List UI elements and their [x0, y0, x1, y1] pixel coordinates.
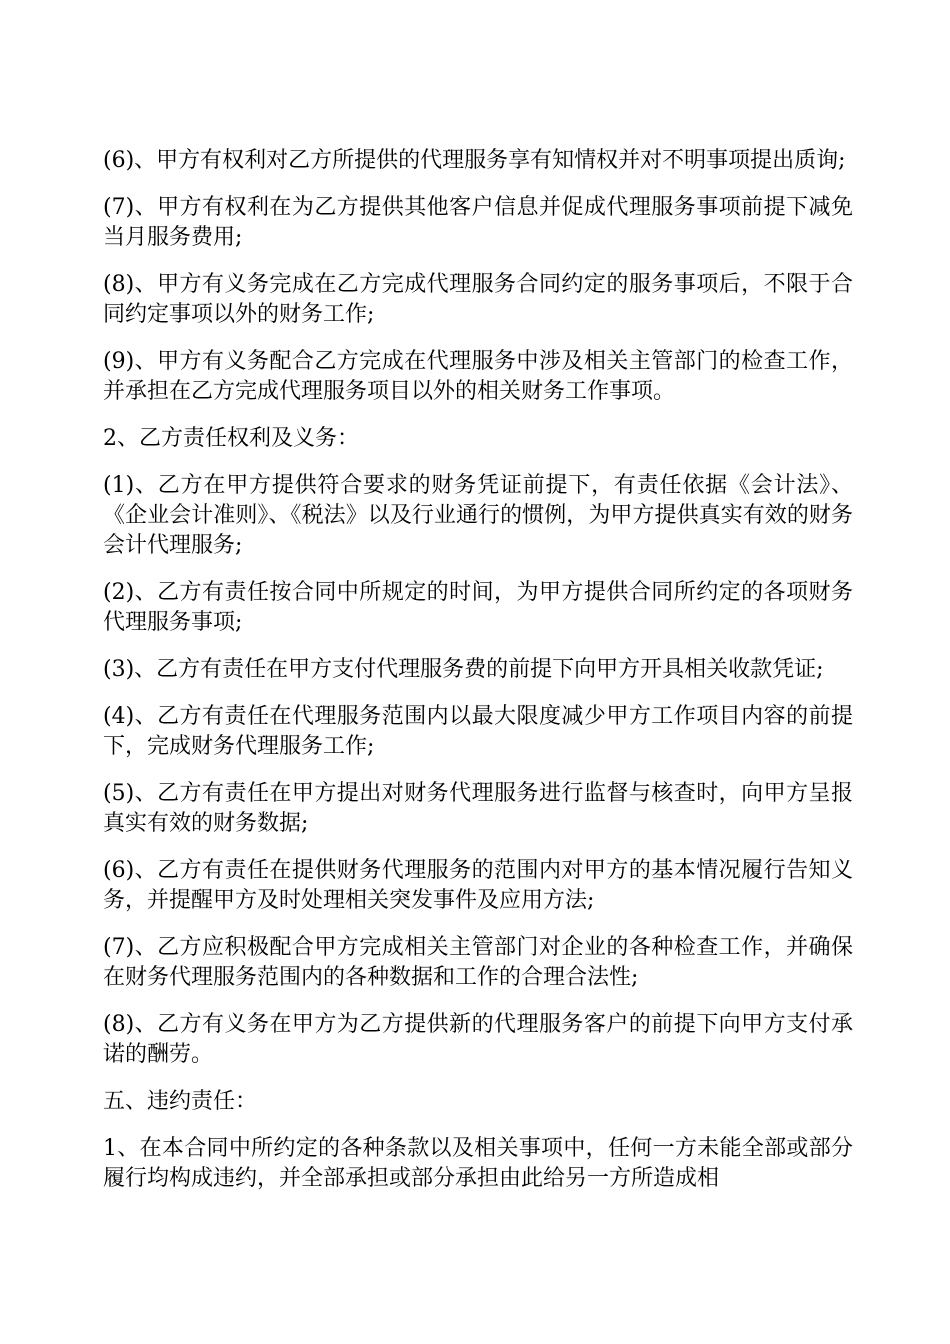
clause-party-b-6: (6)、乙方有责任在提供财务代理服务的范围内对甲方的基本情况履行告知义务，并提醒甲方及时处理相关突发事件及应用方法; — [103, 858, 853, 913]
clause-breach-1: 1、在本合同中所约定的各种条款以及相关事项中，任何一方未能全部或部分履行均构成违约，并全部承担或部分承担由此给另一方所造成相 — [103, 1136, 853, 1191]
clause-party-b-5: (5)、乙方有责任在甲方提出对财务代理服务进行监督与核查时，向甲方呈报真实有效的财务数据; — [103, 781, 853, 836]
clause-party-b-7: (7)、乙方应积极配合甲方完成相关主管部门对企业的各种检查工作，并确保在财务代理服务范围内的各种数据和工作的合理合法性; — [103, 935, 853, 990]
clause-party-a-6: (6)、甲方有权利对乙方所提供的代理服务享有知情权并对不明事项提出质询; — [103, 148, 846, 173]
clause-party-b-3: (3)、乙方有责任在甲方支付代理服务费的前提下向甲方开具相关收款凭证; — [103, 657, 824, 682]
clause-party-a-9: (9)、甲方有义务配合乙方完成在代理服务中涉及相关主管部门的检查工作，并承担在乙方完成代理服务项目以外的相关财务工作事项。 — [103, 349, 853, 404]
clause-party-b-2: (2)、乙方有责任按合同中所规定的时间，为甲方提供合同所约定的各项财务代理服务事项; — [103, 580, 853, 635]
clause-party-a-8: (8)、甲方有义务完成在乙方完成代理服务合同约定的服务事项后，不限于合同约定事项以外的财务工作; — [103, 272, 853, 327]
clause-party-b-1: (1)、乙方在甲方提供符合要求的财务凭证前提下，有责任依据《会计法》、《企业会计准则》、《税法》以及行业通行的惯例，为甲方提供真实有效的财务会计代理服务; — [103, 473, 853, 558]
clause-party-b-8: (8)、乙方有义务在甲方为乙方提供新的代理服务客户的前提下向甲方支付承诺的酬劳。 — [103, 1012, 853, 1067]
clause-party-a-7: (7)、甲方有权利在为乙方提供其他客户信息并促成代理服务事项前提下减免当月服务费用; — [103, 195, 853, 250]
document-page — [103, 146, 853, 1211]
clause-party-b-4: (4)、乙方有责任在代理服务范围内以最大限度减少甲方工作项目内容的前提下，完成财务代理服务工作; — [103, 704, 853, 759]
section-heading-breach: 五、违约责任： — [103, 1089, 258, 1114]
section-heading-party-b: 2、乙方责任权利及义务： — [103, 426, 359, 451]
